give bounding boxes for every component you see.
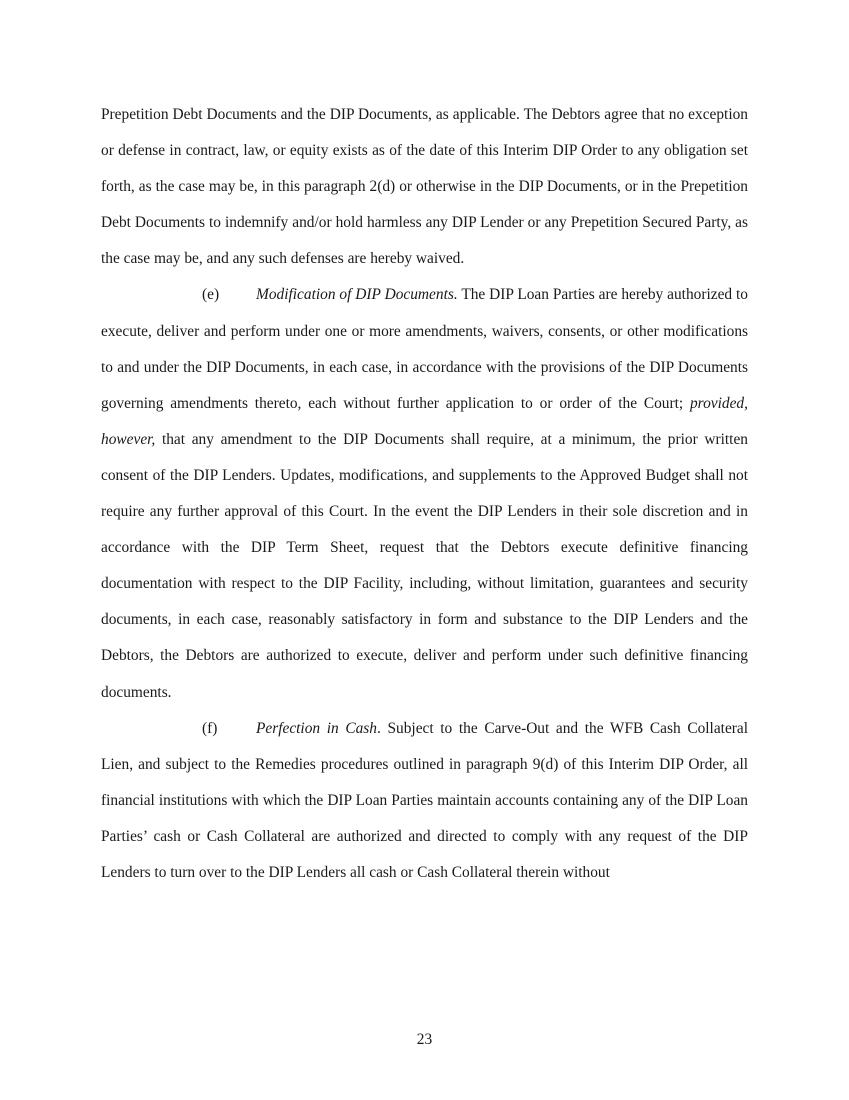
- paragraph-text: The DIP Loan Parties are hereby authorized to execute, deliver and perform under one or more amendments, waivers, consents, or other modifications to and under the DIP Documents, in each case, in accordance with the provisions of the DIP Documents governing amendments thereto, each without further application to or order of the Court;: [101, 286, 748, 412]
- paragraph-continuation: [101, 97, 748, 277]
- paragraph-heading: Modification of DIP Documents.: [256, 286, 458, 304]
- paragraph-text: Prepetition Debt Documents and the DIP Documents, as applicable. The Debtors agree that no exception or defense in contract, law, or equity exists as of the date of this Interim DIP Order to any obligation set forth, as the case may be, in this paragraph 2(d) or otherwise in the DIP Documents, or in the Prepetition Debt Documents to indemnify and/or hold harmless any DIP Lender or any Prepetition Secured Party, as the case may be, and any such defenses are hereby waived.: [101, 106, 748, 268]
- paragraph-text: that any amendment to the DIP Documents shall require, at a minimum, the prior written consent of the DIP Lenders. Updates, modifications, and supplements to the Approved Budget shall not require any further approval of this Court. In the event the DIP Lenders in their sole discretion and in accordance with the DIP Term Sheet, request that the Debtors execute definitive financing documentation with respect to the DIP Facility, including, without limitation, guarantees and security documents, in each case, reasonably satisfactory in form and substance to the DIP Lenders and the Debtors, the Debtors are authorized to execute, deliver and perform under such definitive financing documents.: [101, 430, 748, 701]
- page-number: 23: [416, 1031, 433, 1048]
- paragraph-e-modification: [101, 277, 748, 710]
- paragraph-label: (e): [202, 286, 220, 304]
- document-body: [101, 97, 748, 891]
- paragraph-f-perfection: [101, 711, 748, 891]
- paragraph-label: (f): [202, 719, 218, 737]
- paragraph-text: . Subject to the Carve-Out and the WFB Cash Collateral Lien, and subject to the Remedies procedures outlined in paragraph 9(d) of this Interim DIP Order, all financial institutions with which the DIP Loan Parties maintain accounts containing any of the DIP Loan Parties’ cash or Cash Collateral are authorized and directed to comply with any request of the DIP Lenders to turn over to the DIP Lenders all cash or Cash Collateral therein without: [101, 719, 749, 881]
- paragraph-heading: Perfection in Cash: [256, 719, 377, 737]
- emphasis-text: provided, however,: [101, 394, 748, 448]
